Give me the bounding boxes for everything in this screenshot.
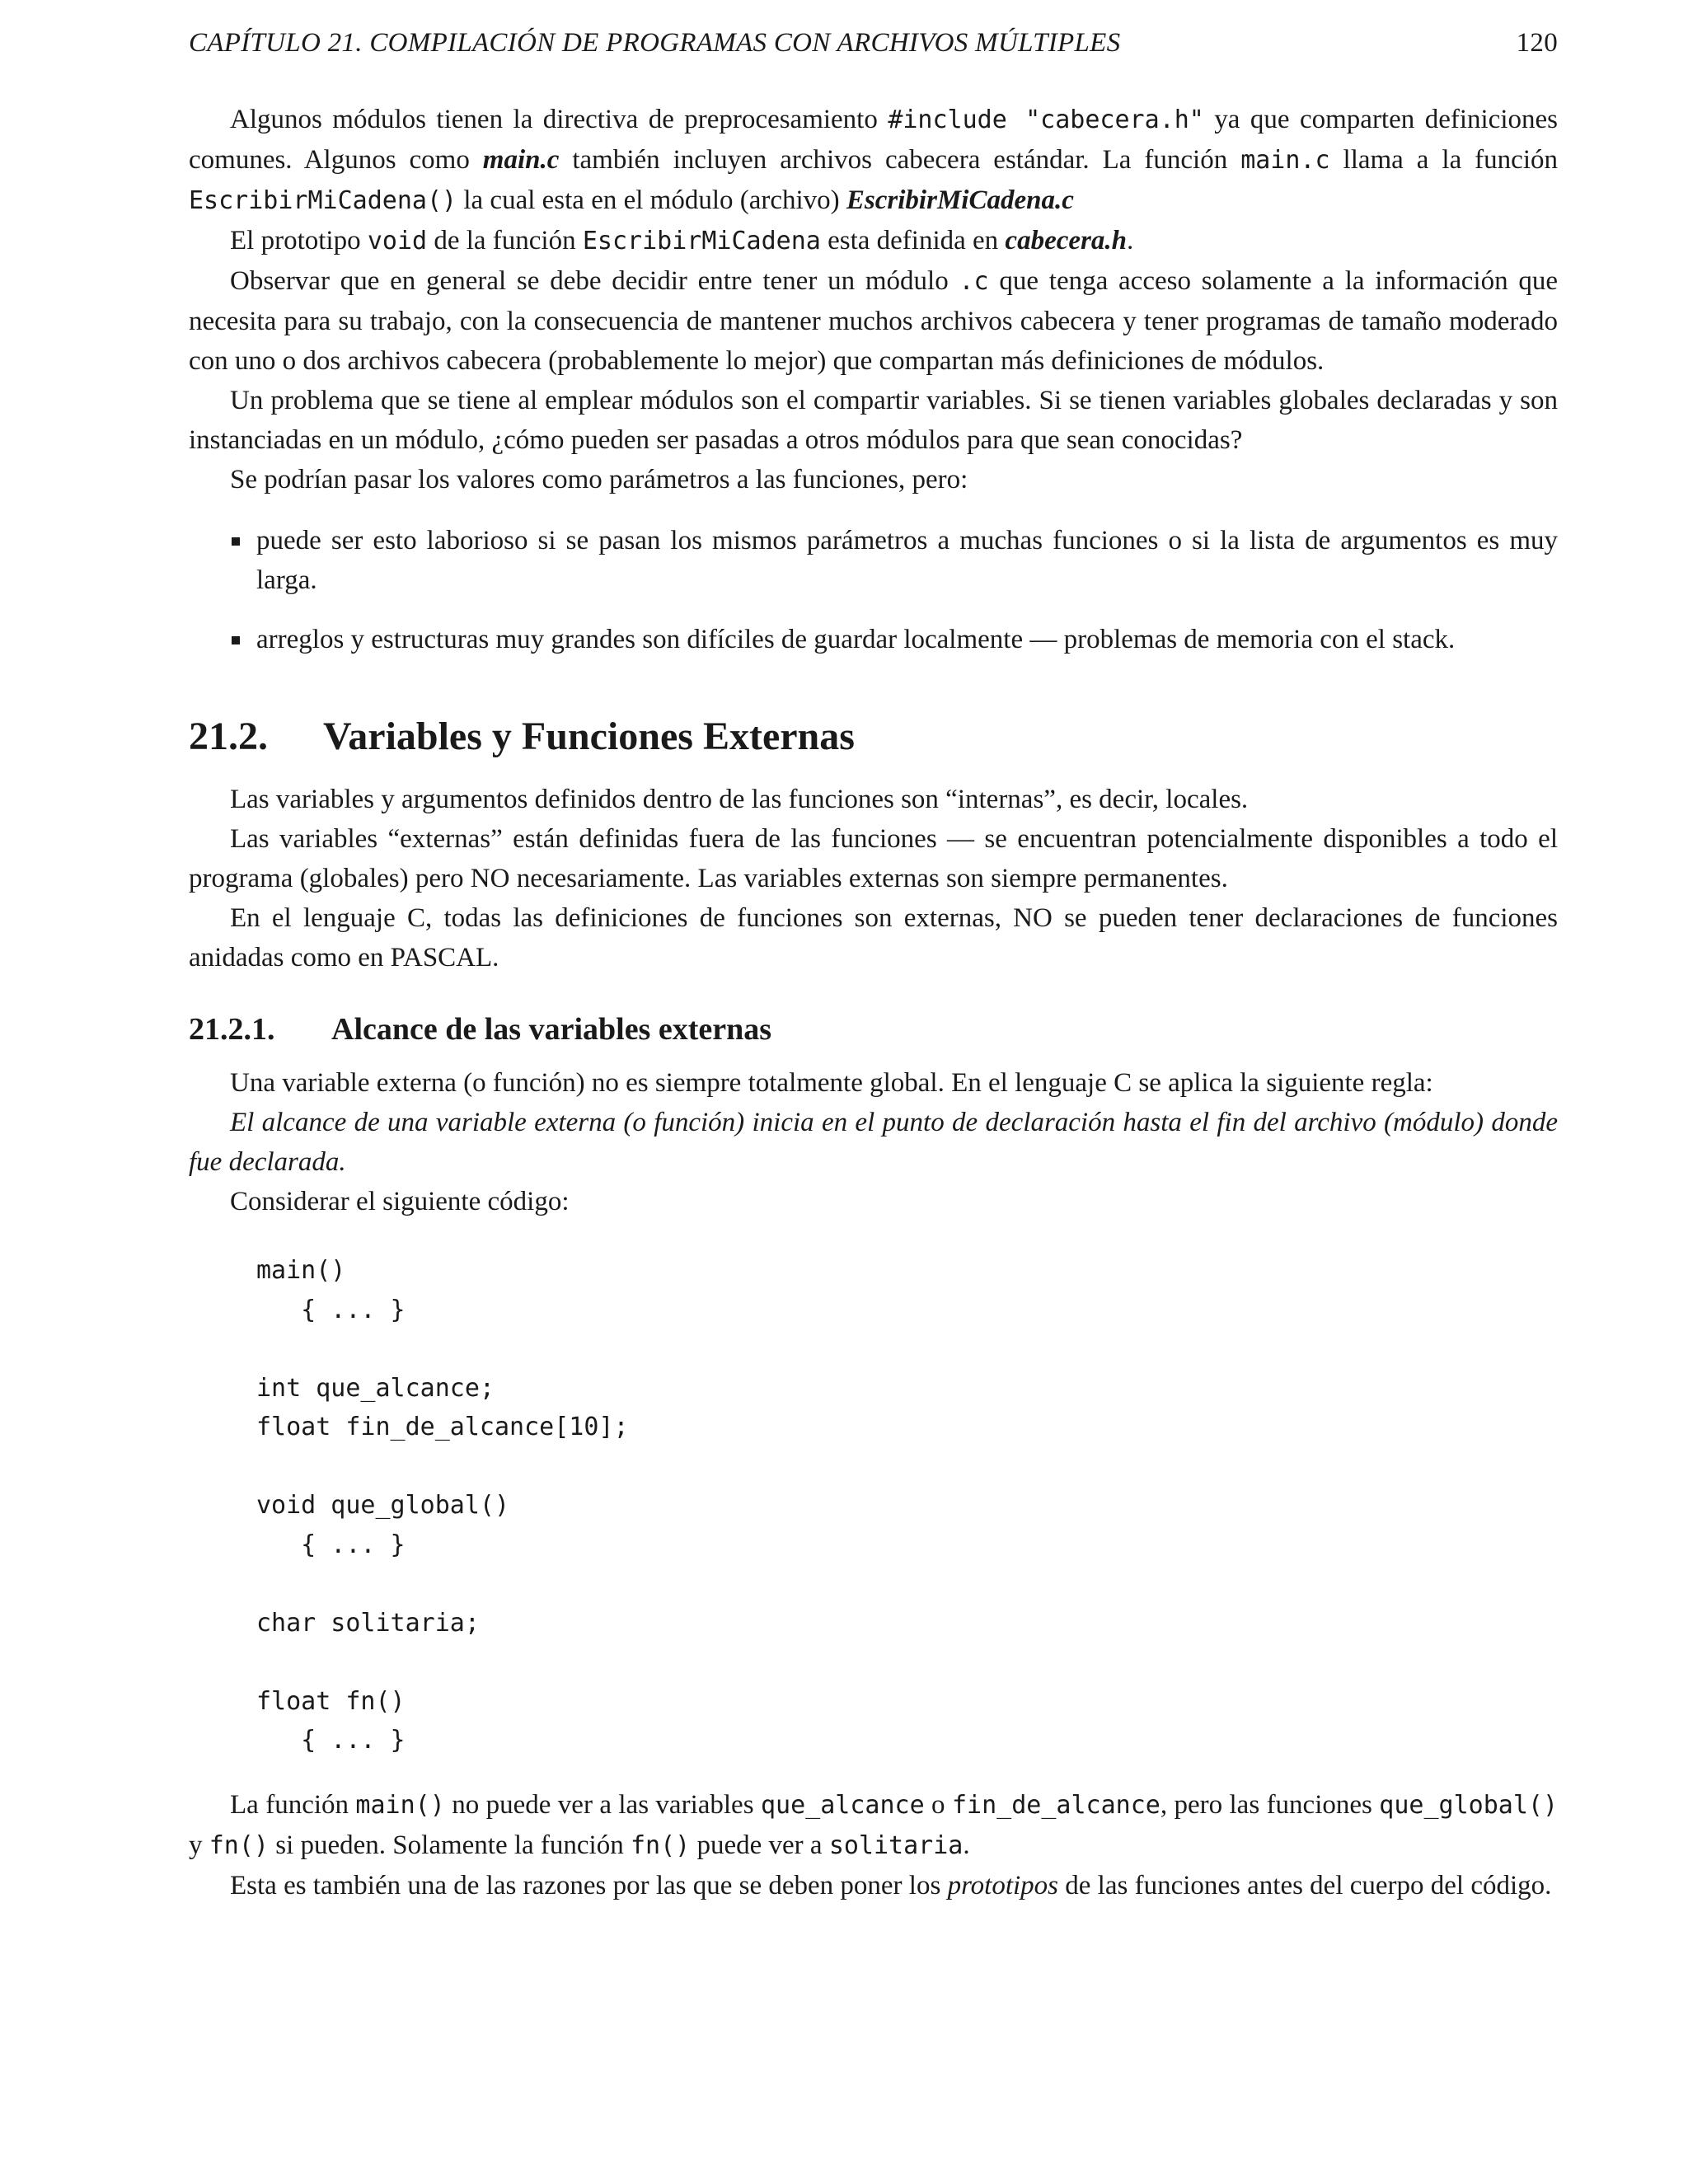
- list-item: arreglos y estructuras muy grandes son difíciles de guardar localmente — problemas de memoria con el stack.: [189, 620, 1558, 659]
- section-paragraph-2: Las variables “externas” están definidas fuera de las funciones — se encuentran potencialmente disponibles a todo el programa (globales) pero NO necesariamente. Las variables externas son siempre permanentes.: [189, 824, 1558, 893]
- intro-paragraph-5: Se podrían pasar los valores como parámetros a las funciones, pero:: [230, 465, 968, 494]
- section-number: 21.2.: [189, 715, 268, 758]
- page-body: [189, 100, 1558, 1905]
- code-line: float fin_de_alcance[10];: [256, 1413, 629, 1441]
- subsection-title: Alcance de las variables externas: [331, 1012, 772, 1047]
- code-line: { ... }: [256, 1726, 406, 1755]
- intro-paragraph-3: Observar que en general se debe decidir entre tener un módulo .c que tenga acceso solamente a la información que necesita para su trabajo, con la consecuencia de mantener muchos archivos cabecera y tener programas de tamaño moderado con uno o dos archivos cabecera (probablemente lo mejor) que compartan más definiciones de módulos.: [189, 266, 1559, 376]
- code-line: { ... }: [256, 1295, 406, 1324]
- escribir-file: EscribirMiCadena.c: [846, 185, 1074, 215]
- code-line: float fn(): [256, 1686, 406, 1716]
- chapter-title: CAPÍTULO 21. COMPILACIÓN DE PROGRAMAS CON ARCHIVOS MÚLTIPLES: [189, 28, 1121, 58]
- include-code: #include "cabecera.h": [888, 105, 1204, 134]
- code-line: int que_alcance;: [256, 1373, 495, 1403]
- subsection-paragraph-4: Esta es también una de las razones por las que se deben poner los prototipos de las funciones antes del cuerpo del código.: [230, 1870, 1552, 1900]
- code-line-blank: [256, 1447, 1558, 1487]
- main-c-file: main.c: [482, 145, 560, 175]
- code-line: char solitaria;: [256, 1608, 480, 1638]
- section-title: Variables y Funciones Externas: [323, 715, 855, 758]
- cabecera-file: cabecera.h: [1005, 226, 1127, 255]
- running-header: [189, 28, 1558, 64]
- code-line-blank: [256, 1643, 1558, 1682]
- prototipos-term: prototipos: [947, 1870, 1059, 1900]
- page-number: 120: [1516, 28, 1558, 58]
- subsection-paragraph-3: La función main() no puede ver a las variables que_alcance o fin_de_alcance, pero las funciones que_global() y fn() si pueden. Solamente la función fn() puede ver a solitaria.: [189, 1789, 1559, 1860]
- scope-rule: El alcance de una variable externa (o función) inicia en el punto de declaración hasta el fin del archivo (módulo) donde fue declarada.: [189, 1108, 1558, 1177]
- code-block: [256, 1251, 1558, 1760]
- code-line: void que_global(): [256, 1491, 510, 1520]
- intro-paragraph-2: El prototipo void de la función EscribirMiCadena esta definida en cabecera.h.: [230, 226, 1134, 255]
- bullet-square-icon: [232, 636, 240, 644]
- bullet-square-icon: [232, 537, 240, 546]
- code-line-blank: [256, 1329, 1558, 1369]
- subsection-paragraph-2: Considerar el siguiente código:: [230, 1187, 570, 1216]
- intro-paragraph-1: Algunos módulos tienen la directiva de preprocesamiento #include "cabecera.h" ya que comparten definiciones comunes. Algunos como main.c también incluyen archivos cabecera estándar. La función main.c llama a la función EscribirMiCadena() la cual esta en el módulo (archivo) EscribirMiCadena.c: [189, 105, 1558, 215]
- code-line: { ... }: [256, 1530, 406, 1559]
- subsection-heading: [189, 1009, 1558, 1050]
- code-line: main(): [256, 1256, 346, 1285]
- bullet-list: [189, 521, 1558, 659]
- subsection-paragraph-1: Una variable externa (o función) no es siempre totalmente global. En el lenguaje C se aplica la siguiente regla:: [230, 1068, 1433, 1098]
- subsection-number: 21.2.1.: [189, 1012, 275, 1047]
- section-heading: [189, 712, 1558, 762]
- code-line-blank: [256, 1564, 1558, 1604]
- list-item: puede ser esto laborioso si se pasan los mismos parámetros a muchas funciones o si la lista de argumentos es muy larga.: [189, 521, 1558, 600]
- section-paragraph-1: Las variables y argumentos definidos dentro de las funciones son “internas”, es decir, locales.: [230, 785, 1249, 814]
- intro-paragraph-4: Un problema que se tiene al emplear módulos son el compartir variables. Si se tienen variables globales declaradas y son instanciadas en un módulo, ¿cómo pueden ser pasadas a otros módulos para que sean conocidas?: [189, 386, 1558, 455]
- section-paragraph-3: En el lenguaje C, todas las definiciones de funciones son externas, NO se pueden tener declaraciones de funciones anidadas como en PASCAL.: [189, 903, 1558, 972]
